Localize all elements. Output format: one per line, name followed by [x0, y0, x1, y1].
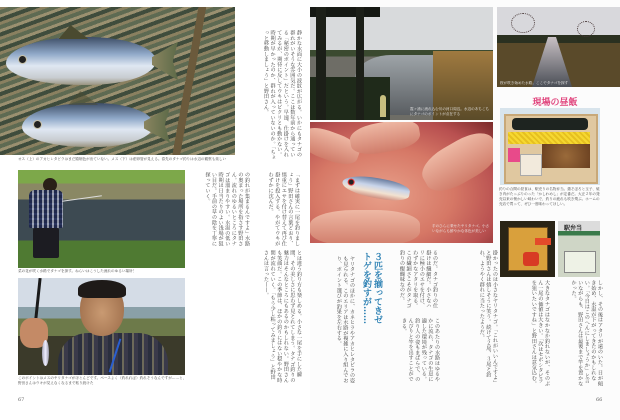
locomotive-icon	[523, 252, 539, 266]
article-headline: ３匹を揃ってきゼトゲを釣すが……	[361, 252, 382, 324]
lunch-section-title: 現場の昼飯	[532, 98, 578, 108]
photo-station-kiosk	[558, 221, 600, 277]
article-column-d: 掛かったのは小さなヤリタナゴ。「これがいいんですよ」と野田さんは嬉しそうに笑う。続けて２尾、３尾と釣れ、ようやく群れに当たったようだ。	[478, 250, 498, 386]
article-column-c: このあたりの水路はゆるやかに流れ、タナゴの生息に適した環境が残っている。釣り人の姿もまばらで、のんびりと竿を出すことができる。	[401, 318, 440, 382]
article-column-a: るのだ。タナゴ釣りの仕掛けは繊細だ。小さなハリに極小のエサを付け、わずかなアタリを取る。この繊細さこそがタナゴ釣りの醍醐味なのだ。	[399, 250, 438, 309]
article-column-f: しかし、その後はアタリが遠のいた。日が傾き始め、水温が下がってきたのかもしれない。「今日はこのへんにしましょうか」と言いながらも、野田さんは最後まで竿を置かなかった。	[570, 280, 603, 386]
article-column-mid-2: 「まずは確実に一尾を釣りましょう」野田さんの言葉どおり、慎重にエサを付け替えて再び仕掛けを投入する。やがてウキがわずかに沈んだ。	[267, 172, 300, 247]
fish-male-illustration	[6, 37, 156, 85]
right-page	[310, 0, 620, 420]
photo-canal	[497, 7, 620, 87]
angler-figure	[23, 178, 65, 263]
kiosk-sign: 駅弁当	[564, 225, 583, 232]
photo-ekiben-package	[500, 221, 555, 277]
article-column-e: 大きなタナゴはなかなか釣れないが、そのぶん一尾の価値は大きい。「次はセボシタビラを狙いたいですね」と野田さんは意気込む。	[530, 280, 550, 386]
page-number-left: 67	[18, 397, 25, 403]
photo-river-caption: 霞ヶ浦に流れ込む川の河口周辺。水辺のあちこちにタナゴのポイントが点在する	[410, 107, 490, 116]
lunch-caption: 釣りの合間の昼食は、駅売りの名物弁当。鶏そぼろと玉子、焼き肉がたっぷりのった「かしわめし」が定番だ。大正２年の発売以来の懐かしい味わいで、釣りの疲れも吹き飛ぶ。ホームの売店で買って、ぜひ一度味わってほしい。	[499, 187, 600, 206]
photo-river-under-bridge	[310, 7, 493, 120]
photo-angler-caption: 菜の花が咲く水路でタナゴを探す。ねらいはこうした流れのゆるい場所！	[18, 269, 137, 273]
photo-portrait-caption: このポイントはメスのヤリタナゴがほとんどです。ペースよく（釣れれば）釣れそうなんですが……と、野田さんはウキが見えなくなるまで粘り続けた	[18, 376, 187, 385]
fish-female-illustration	[22, 103, 154, 147]
article-column-top: 静かな水面に大小の波紋が広がる。いかにもタナゴの群れがいそうな雰囲気だ。ここは数年前から通っている「秘密のポイント」だという。早速、仕掛けを入れてみるが、期待に反してウキはピクリとも動かない。時期が早かったのか、群れが入っていないのか。「ちょっと移動しましょう」と野田さん。	[263, 30, 302, 160]
tanago-fish	[341, 172, 411, 204]
photo-tanago-pair	[0, 7, 235, 155]
photo-tanago-pair-caption: オス（上）のアカヒレタビラはまだ婚姻色が出ていない。メス（下）は産卵管が見える。春先のタナゴ釣りは水辺の観察も楽しい	[18, 157, 227, 161]
angler-silhouette	[380, 95, 386, 117]
photo-canal-caption: 桜が咲き始めた水路。ここでタナゴを探す	[500, 81, 569, 85]
photo-fish-in-hand	[310, 122, 493, 243]
article-column-bottom: とは違う釣り方も楽しめる。小さな一尾を手にした瞬間、その美しさに思わず見とれてしまう。タナゴ釣りの魅力はそんなところにもあるのかもしれない。野田さんも笑顔だ。この季節は、ほかの釣りにはない穏やかな時間が流れていく。「もう少し粘ってみましょう」と野田さんは言った——。	[263, 250, 302, 383]
photo-bento	[500, 108, 600, 185]
article-column-mid: の釣れが集まるんですよ」水路の奥まった場所を指さす野田さん。流れのゆるいところにタナゴは溜まりやすい。水温の低い時期は日当たりのよい浅場が狙い目だ。手前の草の陰を丁寧に探っていく。	[204, 172, 250, 247]
photo-portrait-angler	[18, 278, 185, 375]
photo-hand-caption: 手のひらに乗せたヤリタナゴ。小さいながらも鮮やかな体色が美しい	[432, 224, 490, 233]
page-number-right: 66	[596, 397, 603, 403]
article-column-b: ヤリタナゴのほかに、カネヒラやアカヒレタビラの姿も見られる。このエリアは水路が複雑に入り組んでおり、ポイント選びが釣果を左右する。	[335, 256, 355, 384]
photo-angler-at-creek	[18, 170, 185, 268]
